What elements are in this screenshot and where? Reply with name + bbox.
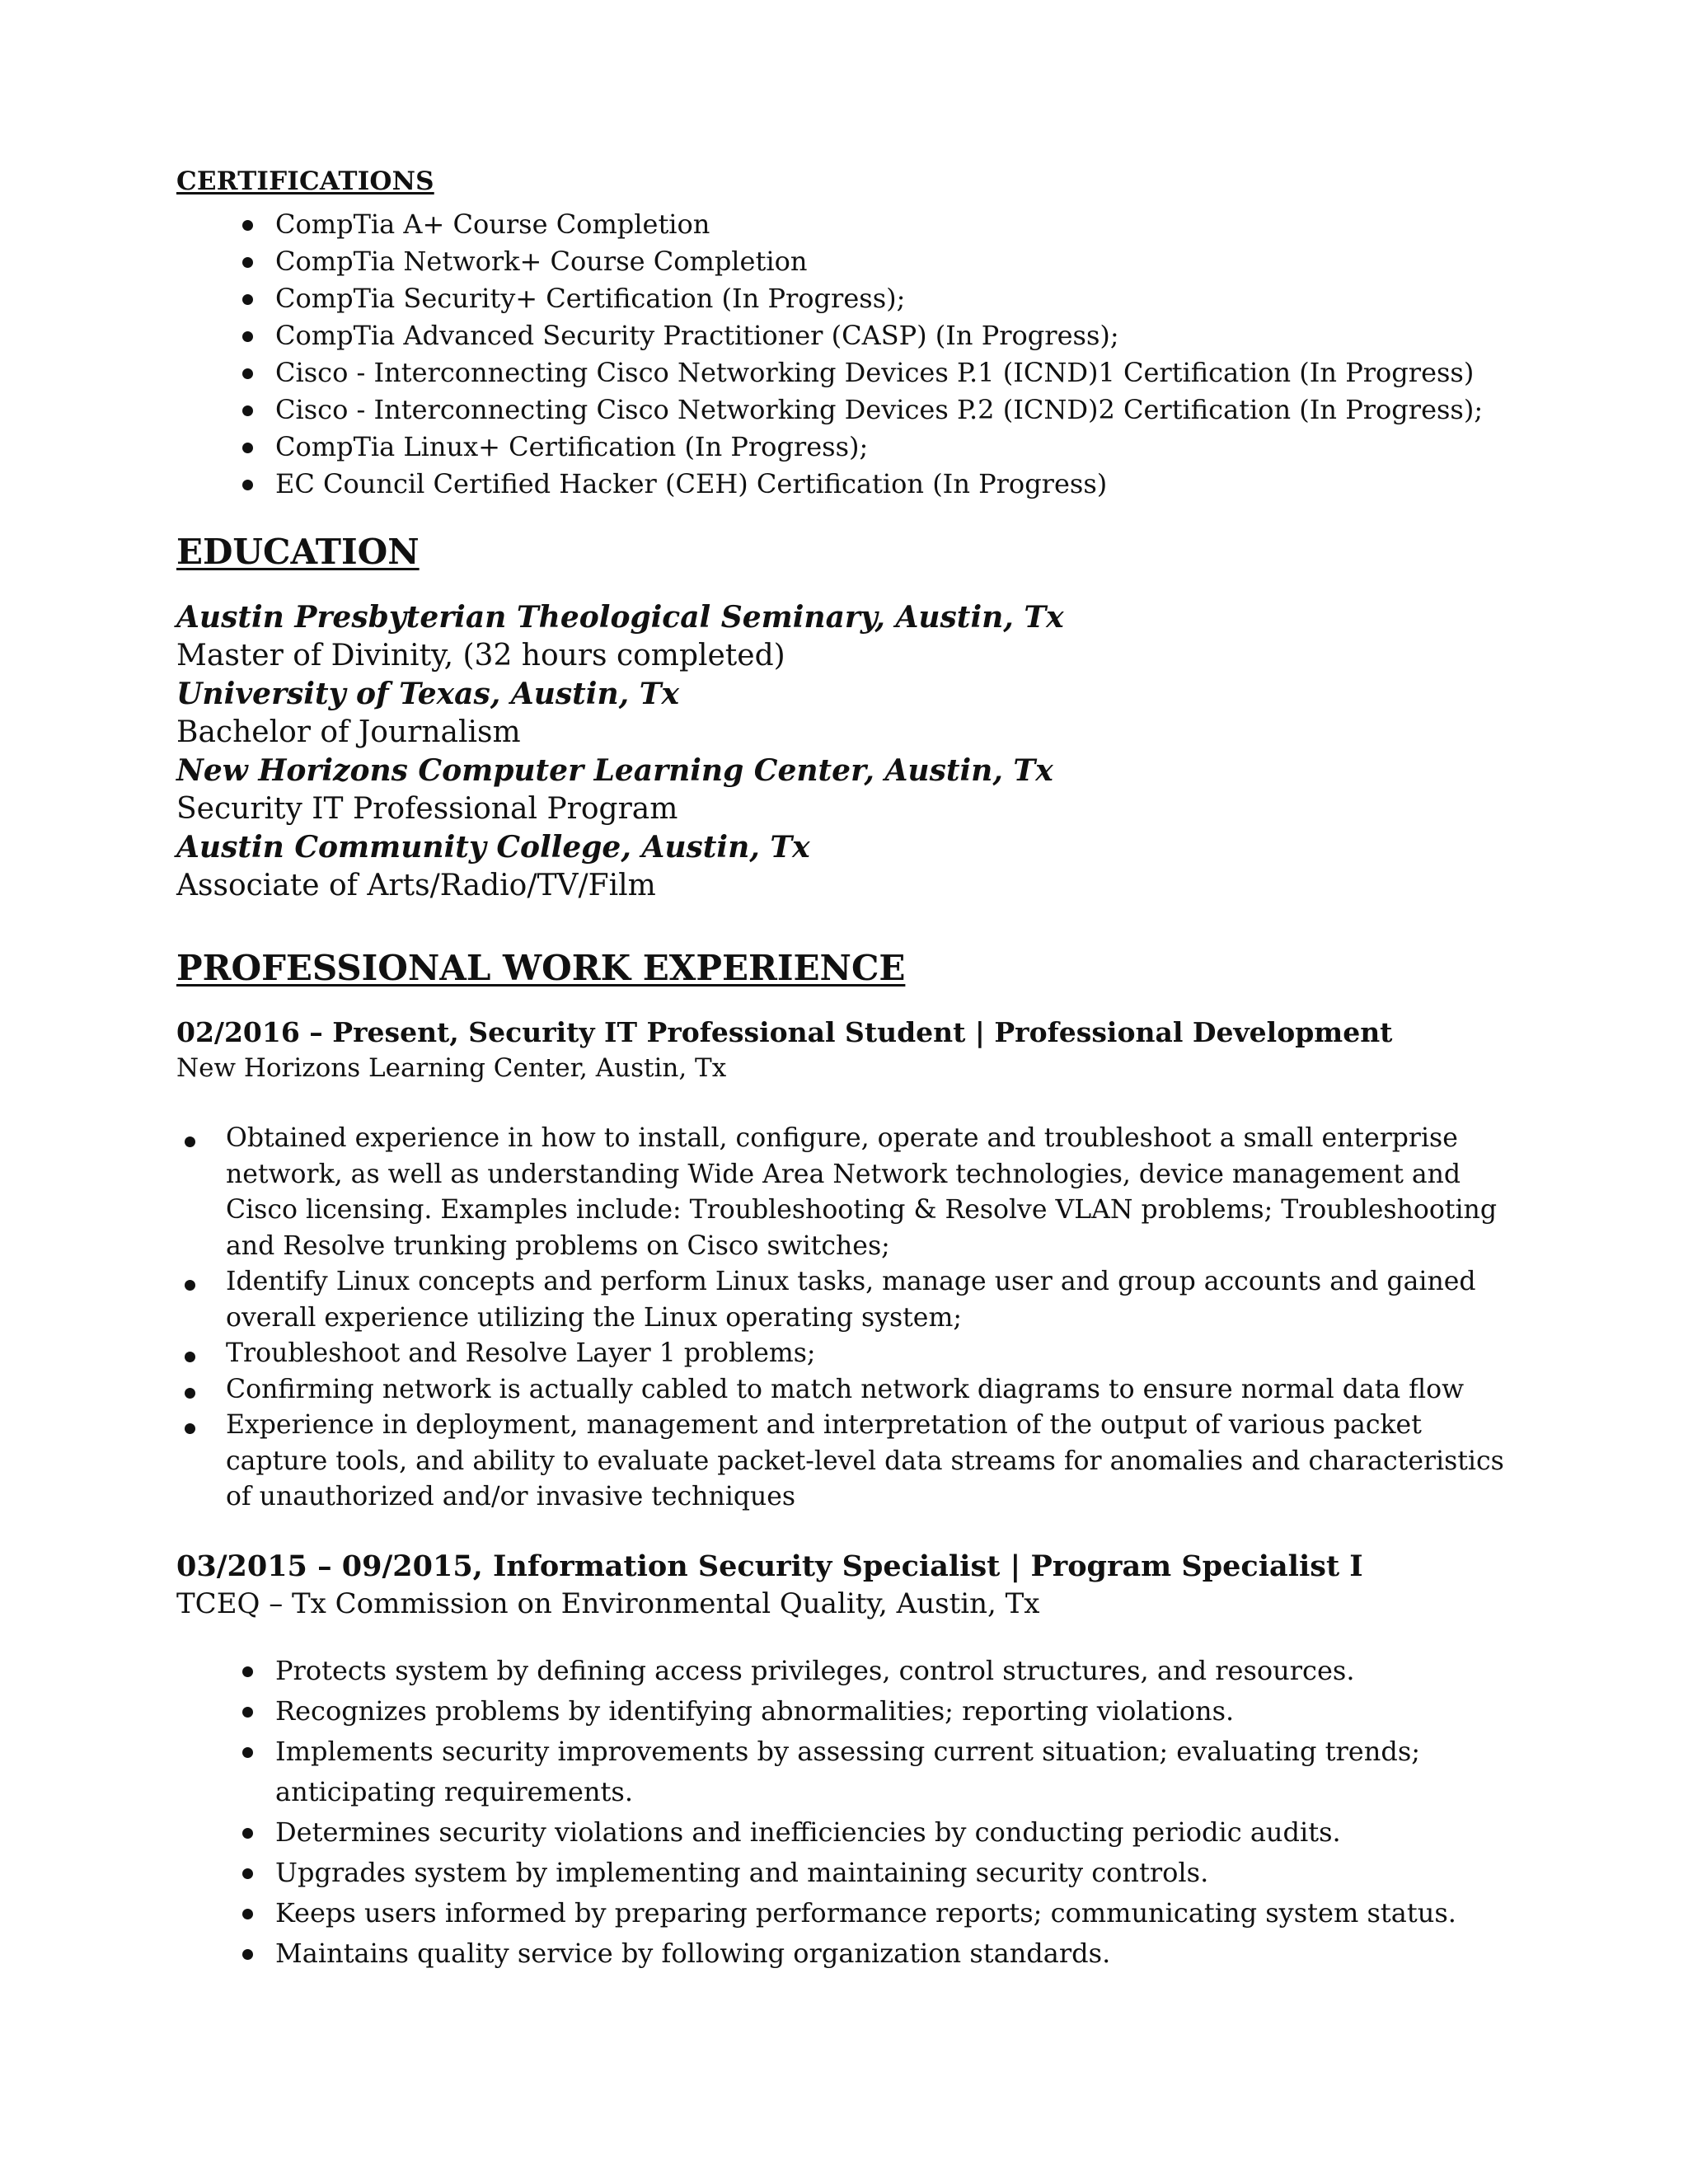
list-item: [176, 391, 1483, 429]
bullet-icon: [242, 294, 253, 305]
school-name: University of Texas, Austin, Tx: [176, 677, 679, 711]
degree-name: Associate of Arts/Radio/TV/Film: [176, 869, 656, 902]
list-item: [176, 243, 1483, 280]
bullet-icon: [185, 1352, 195, 1362]
duty-text: Upgrades system by implementing and maintaining security controls.: [275, 1857, 1209, 1888]
certification-text: EC Council Certified Hacker (CEH) Certification (In Progress): [275, 468, 1108, 499]
education-list: [176, 598, 1064, 905]
list-item: [176, 1336, 1512, 1372]
certification-text: CompTia Linux+ Certification (In Progress);: [275, 431, 869, 462]
school-name: Austin Presbyterian Theological Seminary, Austin, Tx: [176, 600, 1064, 635]
experience-heading: PROFESSIONAL WORK EXPERIENCE: [176, 948, 906, 988]
duty-text: Keeps users informed by preparing performance reports; communicating system status.: [275, 1897, 1456, 1929]
list-item: [176, 1732, 1479, 1812]
list-item: [176, 1408, 1512, 1516]
job-organization: TCEQ – Tx Commission on Environmental Quality, Austin, Tx: [176, 1587, 1040, 1620]
education-entry: [176, 752, 1064, 828]
certifications-heading: CERTIFICATIONS: [176, 166, 434, 196]
certification-text: CompTia A+ Course Completion: [275, 209, 710, 240]
duty-text: Maintains quality service by following organization standards.: [275, 1938, 1111, 1969]
duty-text: Determines security violations and inefficiencies by conducting periodic audits.: [275, 1816, 1341, 1848]
list-item: [176, 1853, 1479, 1893]
list-item: [176, 1933, 1479, 1974]
list-item: [176, 280, 1483, 317]
list-item: [176, 1893, 1479, 1933]
list-item: [176, 1691, 1479, 1732]
certification-text: CompTia Security+ Certification (In Progress);: [275, 283, 906, 314]
list-item: [176, 429, 1483, 466]
school-name: Austin Community College, Austin, Tx: [176, 830, 810, 865]
duty-text: Experience in deployment, management and interpretation of the output of various packet capture tools, and ability to evaluate packet-level data streams for anomalies and characteristics of unauthorized and/or invasive techniques: [226, 1410, 1504, 1511]
bullet-icon: [242, 257, 253, 268]
certification-text: CompTia Advanced Security Practitioner (CASP) (In Progress);: [275, 320, 1119, 351]
education-entry: [176, 675, 1064, 752]
list-item: [176, 466, 1483, 503]
bullet-icon: [242, 1828, 253, 1839]
bullet-icon: [185, 1137, 195, 1147]
bullet-icon: [242, 220, 253, 231]
list-item: [176, 1264, 1512, 1336]
list-item: [176, 1651, 1479, 1691]
bullet-icon: [185, 1388, 195, 1399]
certification-text: Cisco - Interconnecting Cisco Networking Devices P.2 (ICND)2 Certification (In Progress);: [275, 394, 1484, 425]
bullet-icon: [242, 368, 253, 379]
degree-name: Master of Divinity, (32 hours completed): [176, 639, 785, 673]
bullet-icon: [242, 1949, 253, 1960]
job-duties-list: [176, 1651, 1479, 1974]
duty-text: Identify Linux concepts and perform Linux tasks, manage user and group accounts and gained overall experience utilizing the Linux operating system;: [226, 1267, 1476, 1333]
bullet-icon: [242, 405, 253, 416]
bullet-icon: [242, 1707, 253, 1718]
duty-text: Protects system by defining access privileges, control structures, and resources.: [275, 1655, 1355, 1686]
education-entry: [176, 598, 1064, 675]
education-entry: [176, 828, 1064, 905]
job-title: 03/2015 – 09/2015, Information Security Specialist | Program Specialist I: [176, 1549, 1363, 1583]
bullet-icon: [242, 1868, 253, 1879]
certifications-list: [176, 206, 1483, 503]
bullet-icon: [242, 331, 253, 342]
degree-name: Security IT Professional Program: [176, 792, 678, 826]
bullet-icon: [242, 1747, 253, 1758]
education-heading: EDUCATION: [176, 532, 420, 572]
job-duties-list: [176, 1121, 1512, 1516]
list-item: [176, 1372, 1512, 1408]
bullet-icon: [242, 1666, 253, 1677]
list-item: [176, 354, 1483, 391]
list-item: [176, 1121, 1512, 1264]
duty-text: Troubleshoot and Resolve Layer 1 problems;: [226, 1338, 816, 1368]
list-item: [176, 206, 1483, 243]
duty-text: Implements security improvements by assessing current situation; evaluating trends; anticipating requirements.: [275, 1736, 1421, 1807]
bullet-icon: [242, 480, 253, 490]
certification-text: Cisco - Interconnecting Cisco Networking Devices P.1 (ICND)1 Certification (In Progress): [275, 357, 1475, 388]
list-item: [176, 317, 1483, 354]
bullet-icon: [185, 1423, 195, 1434]
job-title: 02/2016 – Present, Security IT Professional Student | Professional Development: [176, 1016, 1393, 1048]
bullet-icon: [242, 1909, 253, 1919]
duty-text: Confirming network is actually cabled to match network diagrams to ensure normal data flow: [226, 1374, 1465, 1404]
list-item: [176, 1812, 1479, 1853]
school-name: New Horizons Computer Learning Center, Austin, Tx: [176, 753, 1053, 788]
certification-text: CompTia Network+ Course Completion: [275, 246, 808, 277]
bullet-icon: [242, 443, 253, 453]
duty-text: Recognizes problems by identifying abnormalities; reporting violations.: [275, 1695, 1235, 1727]
bullet-icon: [185, 1280, 195, 1291]
degree-name: Bachelor of Journalism: [176, 715, 521, 749]
job-organization: New Horizons Learning Center, Austin, Tx: [176, 1053, 727, 1083]
duty-text: Obtained experience in how to install, configure, operate and troubleshoot a small enterprise network, as well as understanding Wide Area Network technologies, device management and Cisco licensing. Examples include: Troubleshooting & Resolve VLAN problems; Troubleshooting and Resolve trunking problems on Cisco switches;: [226, 1123, 1497, 1261]
